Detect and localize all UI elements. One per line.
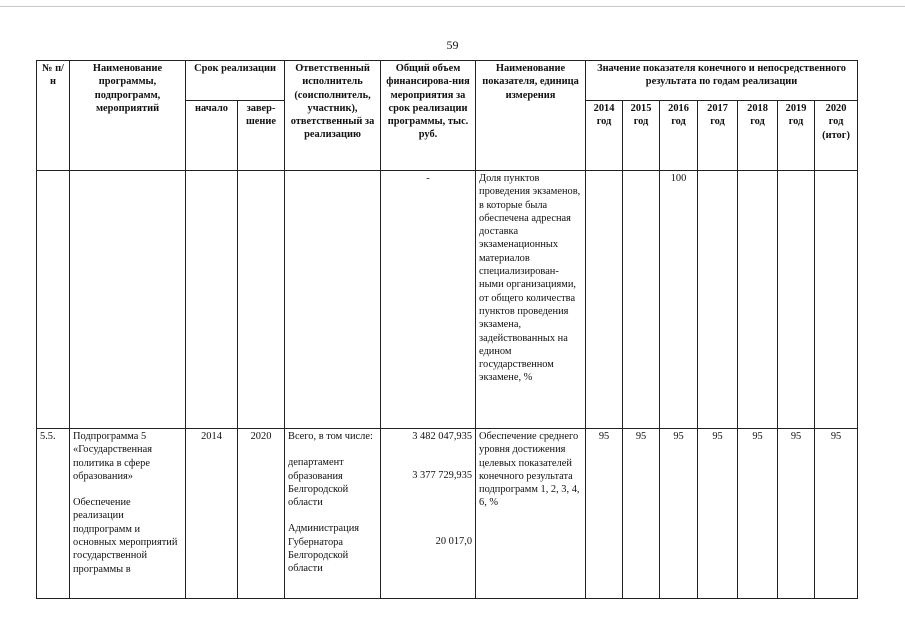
header-period: Срок реализации <box>186 61 285 101</box>
header-year-2020: 2020 год (итог) <box>815 101 858 171</box>
cell-end <box>238 171 285 429</box>
cell-executor <box>285 429 381 599</box>
header-year-2019: 2019 год <box>778 101 815 171</box>
header-row-1 <box>37 61 858 101</box>
executor-total: Всего, в том числе: <box>288 431 373 442</box>
cell-num: 5.5. <box>37 429 70 599</box>
cell-value-2014: 95 <box>586 429 623 599</box>
cell-num <box>37 171 70 429</box>
cell-name <box>70 429 186 599</box>
cell-indicator: Обеспечение среднего уровня достижения целевых показателей конечного результата подпрограмм 1, 2, 3, 4, 6, % <box>476 429 586 599</box>
header-year-2017: 2017 год <box>698 101 738 171</box>
header-volume: Общий объем финансирова-ния мероприятия за срок реализации программы, тыс. руб. <box>381 61 476 171</box>
cell-start: 2014 <box>186 429 238 599</box>
table-row-5-5 <box>37 429 858 599</box>
cell-executor <box>285 171 381 429</box>
cell-start <box>186 171 238 429</box>
cell-value-2019 <box>778 171 815 429</box>
cell-indicator: Доля пунктов проведения экзаменов, в которые была обеспечена адресная доставка экзаменационных материалов специализирован-ными организациями, от общего количества пунктов проведения экзамена, задействованных на едином государственном экзамене, % <box>476 171 586 429</box>
header-year-2016: 2016 год <box>660 101 698 171</box>
volume-education-department: 3 377 729,935 <box>412 470 473 482</box>
header-end: завер-шение <box>238 101 285 171</box>
subprogram-description: Обеспечение реализации подпрограмм и основных мероприятий государственной программы в <box>73 497 178 575</box>
program-table <box>36 60 858 599</box>
cell-end: 2020 <box>238 429 285 599</box>
header-start: начало <box>186 101 238 171</box>
cell-value-2016: 100 <box>660 171 698 429</box>
cell-name <box>70 171 186 429</box>
header-values: Значение показателя конечного и непосредственного результата по годам реализации <box>586 61 858 101</box>
volume-total: 3 482 047,935 <box>412 431 473 442</box>
cell-value-2020: 95 <box>815 429 858 599</box>
header-executor: Ответственный исполнитель (соисполнитель, участник), ответственный за реализацию <box>285 61 381 171</box>
header-indicator: Наименование показателя, единица измерения <box>476 61 586 171</box>
header-year-2015: 2015 год <box>623 101 660 171</box>
header-year-2018: 2018 год <box>738 101 778 171</box>
cell-value-2015: 95 <box>623 429 660 599</box>
cell-volume <box>381 429 476 599</box>
subprogram-title: Подпрограмма 5 «Государственная политика в сфере образования» <box>73 431 152 482</box>
scan-artifact-line <box>0 6 905 7</box>
cell-value-2014 <box>586 171 623 429</box>
cell-value-2016: 95 <box>660 429 698 599</box>
cell-value-2020 <box>815 171 858 429</box>
volume-governor-administration: 20 017,0 <box>435 535 473 547</box>
cell-volume: - <box>381 171 476 429</box>
header-year-2014: 2014 год <box>586 101 623 171</box>
executor-education-department: департамент образования Белгородской области <box>288 457 349 509</box>
cell-value-2018: 95 <box>738 429 778 599</box>
cell-value-2015 <box>623 171 660 429</box>
cell-value-2018 <box>738 171 778 429</box>
header-name: Наименование программы, подпрограмм, мероприятий <box>70 61 186 171</box>
cell-value-2017 <box>698 171 738 429</box>
header-num: № п/н <box>37 61 70 171</box>
cell-value-2019: 95 <box>778 429 815 599</box>
executor-governor-administration: Администрация Губернатора Белгородской области <box>288 523 360 575</box>
page-number: 59 <box>446 38 459 52</box>
cell-value-2017: 95 <box>698 429 738 599</box>
table-row-continuation <box>37 171 858 429</box>
